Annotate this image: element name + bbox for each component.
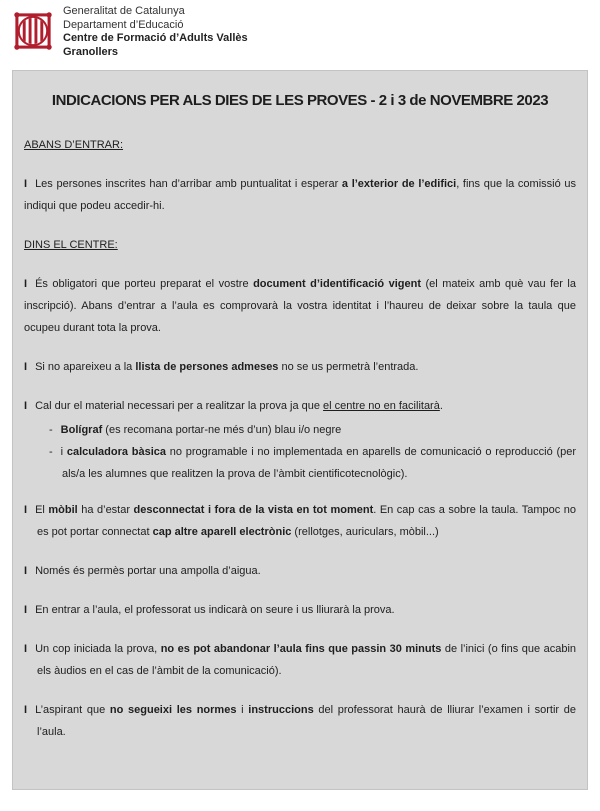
notice-bullet bbox=[24, 560, 576, 582]
bullet-marker: I bbox=[24, 400, 28, 412]
notice-bullet bbox=[24, 699, 576, 743]
text-segment: Només és permès portar una ampolla d’aigua. bbox=[35, 565, 261, 577]
org-line-centre: Centre de Formació d’Adults Vallès bbox=[63, 32, 248, 44]
text-segment: (es recomana portar-ne més d’un) blau i/o negre bbox=[102, 424, 342, 436]
notice-body bbox=[24, 134, 576, 743]
text-segment: . En cap cas a sobre la taula. Tampoc no es pot portar connectat bbox=[37, 504, 576, 538]
bullet-marker: I bbox=[24, 643, 28, 655]
text-segment: no se us permetrà l’entrada. bbox=[278, 361, 419, 373]
text-segment: En entrar a l’aula, el professorat us indicarà on seure i us lliurarà la prova. bbox=[35, 604, 395, 616]
text-segment: ABANS D’ENTRAR: bbox=[24, 139, 124, 151]
text-segment: i bbox=[236, 704, 249, 716]
letterhead bbox=[0, 0, 600, 70]
notice-section-heading bbox=[24, 234, 576, 256]
notice-bullet bbox=[24, 173, 576, 217]
dash-marker: - bbox=[49, 446, 53, 458]
text-segment: no es pot abandonar l’aula fins que passin 30 minuts bbox=[160, 643, 442, 655]
text-segment: És obligatori que porteu preparat el vostre bbox=[35, 278, 254, 290]
senyera-shield-icon bbox=[10, 3, 56, 59]
bullet-marker: I bbox=[24, 604, 28, 616]
text-segment: ha d’estar bbox=[77, 504, 134, 516]
text-segment: a l’exterior de l’edifici bbox=[341, 178, 457, 190]
text-segment: cap altre aparell electrònic bbox=[152, 526, 292, 538]
notice-bullet bbox=[24, 638, 576, 682]
text-segment: , fins que la comissió us indiqui que podeu accedir-hi. bbox=[24, 178, 576, 212]
bullet-marker: I bbox=[24, 704, 28, 716]
text-segment: document d’identificació vigent bbox=[253, 278, 421, 290]
text-segment: . bbox=[439, 400, 443, 412]
text-segment: del professorat haurà de lliurar l’examen i sortir de l’aula. bbox=[37, 704, 577, 738]
notice-bullet bbox=[24, 395, 576, 417]
text-segment: Cal dur el material necessari per a realitzar la prova ja que bbox=[35, 400, 324, 412]
text-segment: no segueixi les normes bbox=[109, 704, 237, 716]
dash-marker: - bbox=[49, 424, 53, 436]
generalitat-logo bbox=[10, 3, 56, 59]
text-segment: (el mateix amb què vau fer la inscripció). Abans d’entrar a l’aula es comprovarà la vostra identitat i l’haureu de deixar sobre la taula que ocupeu durant tota la prova. bbox=[24, 278, 576, 334]
bullet-marker: I bbox=[24, 565, 28, 577]
text-segment: no programable i no implementada en aparells de comunicació o reproducció (per als/a les alumnes que realitzen la prova de l’àmbit cientificotecnològic). bbox=[62, 446, 577, 480]
bullet-marker: I bbox=[24, 178, 28, 190]
text-segment: Les persones inscrites han d’arribar amb puntualitat i esperar bbox=[35, 178, 342, 190]
org-line-granollers: Granollers bbox=[63, 45, 119, 58]
text-segment: Si no apareixeu a la bbox=[35, 361, 136, 373]
text-segment: El bbox=[35, 504, 49, 516]
text-segment: desconnectat i fora de la vista en tot moment bbox=[133, 504, 374, 516]
bullet-marker: I bbox=[24, 361, 28, 373]
bullet-marker: I bbox=[24, 504, 28, 516]
notice-title: INDICACIONS PER ALS DIES DE LES PROVES - 2 i 3 de NOVEMBRE 2023 bbox=[51, 92, 549, 109]
letterhead-text bbox=[63, 3, 248, 59]
org-line-generalitat: Generalitat de Catalunya bbox=[63, 5, 185, 17]
text-segment: de l’inici (o fins que acabin els àudios en el cas de l’àmbit de la comunicació). bbox=[37, 643, 577, 677]
notice-sub-bullet bbox=[49, 441, 576, 485]
text-segment: Un cop iniciada la prova, bbox=[35, 643, 161, 655]
text-segment: el centre no en facilitarà bbox=[323, 400, 440, 412]
notice-section-heading bbox=[24, 134, 576, 156]
bullet-marker: I bbox=[24, 278, 28, 290]
text-segment: Bolígraf bbox=[60, 424, 103, 436]
text-segment: instruccions bbox=[248, 704, 314, 716]
text-segment: llista de persones admeses bbox=[135, 361, 279, 373]
notice-bullet bbox=[24, 499, 576, 543]
notice-bullet bbox=[24, 273, 576, 339]
text-segment: mòbil bbox=[48, 504, 78, 516]
text-segment: DINS EL CENTRE: bbox=[24, 239, 118, 251]
text-segment: i bbox=[60, 446, 67, 458]
notice-panel bbox=[12, 70, 588, 790]
text-segment: (rellotges, auriculars, mòbil...) bbox=[291, 526, 439, 538]
org-line-departament: Departament d’Educació bbox=[63, 18, 184, 31]
text-segment: calculadora bàsica bbox=[66, 446, 167, 458]
notice-sub-bullet bbox=[49, 419, 576, 441]
text-segment: L’aspirant que bbox=[35, 704, 110, 716]
notice-bullet bbox=[24, 356, 576, 378]
notice-bullet bbox=[24, 599, 576, 621]
